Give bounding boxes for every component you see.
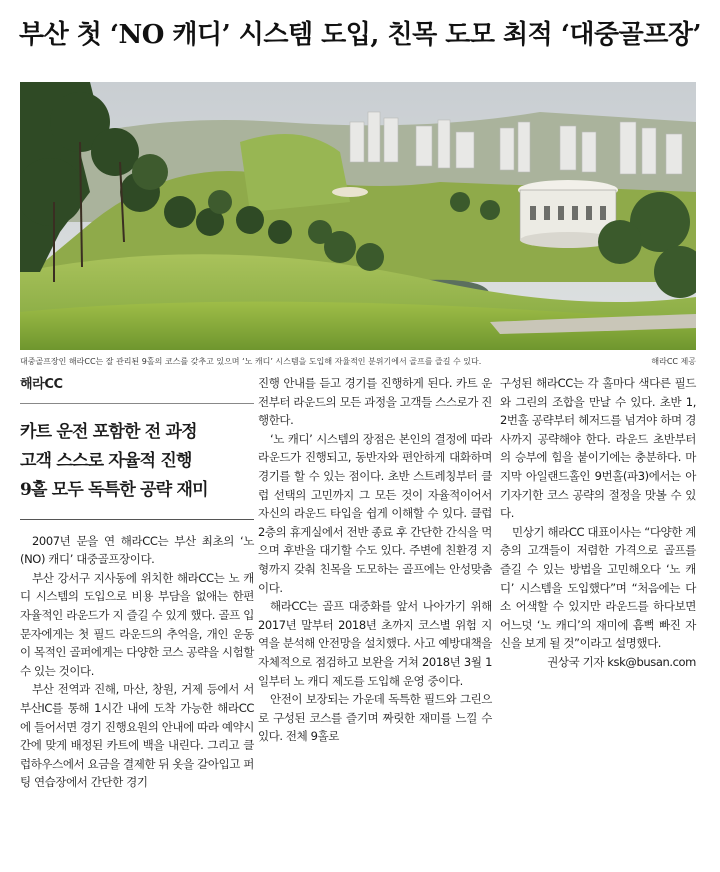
photo-caption-bar xyxy=(20,356,696,370)
byline: 권상국 기자 ksk@busan.com xyxy=(547,654,696,669)
paragraph: ‘노 캐디’ 시스템의 장점은 본인의 결정에 따라 라운드가 진행되고, 동반자와 편안하게 대화하며 경기를 할 수 있는 점이다. 초반 스트레칭부터 클럽 선택의 고민까지 그 모든 것이 자율적이어서 자신의 라운드 타입을 쉽게 이해할 수 있다. 클럽 2층의 휴게실에서 전반 종료 후 간단한 간식을 먹으며 후반을 대기할 수도 있다. 주변에 친환경 지형까지 갖춰 친목을 도모하는 골프에는 안성맞춤이다. xyxy=(258,431,492,595)
paragraph: 부산 전역과 진해, 마산, 창원, 거제 등에서 서부산IC를 통해 1시간 내에 도착 가능한 해라CC에 들어서면 경기 진행요원의 안내에 따라 예약시간에 맞게 배정된 카트에 백을 내린다. 그리고 클럽하우스에서 요금을 결제한 뒤 옷을 갈아입고 퍼팅 연습장에서 간단한 경기 xyxy=(20,682,254,790)
paragraph: 부산 강서구 지사동에 위치한 해라CC는 노 캐디 시스템의 도입으로 비용 부담을 없애는 한편 자율적인 라운드가 지 즐길 수 있게 했다. 골프 입문자에게는 첫 필드 라운드의 추억을, 개인 운동이 목적인 골퍼에게는 다양한 코스 공략을 시험할 수 있는 것이다. xyxy=(20,570,254,678)
paragraph: 해라CC는 골프 대중화를 앞서 나아가기 위해 2017년 말부터 2018년 초까지 코스별 위험 지역을 분석해 안전망을 설치했다. 사고 예방대책을 자체적으로 점검하고 보완을 거쳐 2018년 3월 1일부터 노 캐디 제도를 도입해 운영 중이다. xyxy=(258,599,492,688)
subheadline xyxy=(20,418,254,505)
paragraph: 2007년 문을 연 해라CC는 부산 최초의 ‘노(NO) 캐디’ 대중골프장이다. xyxy=(20,533,254,567)
photo-caption: 대중골프장인 해라CC는 잘 관리된 9홀의 코스를 갖추고 있으며 ‘노 캐디’ 시스템을 도입해 자율적인 분위기에서 골프를 즐길 수 있다. xyxy=(20,357,482,366)
photo-credit: 해라CC 제공 xyxy=(651,357,696,366)
golf-course-photo xyxy=(20,82,696,350)
subheadline-rule xyxy=(20,519,254,520)
article-column-1 xyxy=(20,374,254,792)
subheadline-line: 9홀 모두 독특한 공략 재미 xyxy=(20,479,208,500)
section-rule xyxy=(20,403,254,404)
article-column-2 xyxy=(258,374,492,746)
section-label: 해라CC xyxy=(20,377,63,392)
paragraph: 구성된 해라CC는 각 홀마다 색다른 필드와 그린의 조합을 만날 수 있다. 초반 1, 2번홀 공략부터 헤저드를 넘겨야 하며 경사까지 공략해야 한다. 라운드 초반부터의 승부에 힘을 붙이기에는 충분하다. 마지막 아일랜드홀인 9번홀(파3)에서는 아기자기한 코스 공략의 절정을 맛볼 수 있다. xyxy=(500,376,696,521)
subheadline-line: 고객 스스로 자율적 진행 xyxy=(20,450,192,471)
article-column-3 xyxy=(500,374,696,672)
paragraph: 안전이 보장되는 가운데 독특한 필드와 그린으로 구성된 코스를 즐기며 짜릿한 재미를 느낄 수 있다. 전체 9홀로 xyxy=(258,692,492,744)
subheadline-line: 카트 운전 포함한 전 과정 xyxy=(20,421,197,442)
paragraph: 민상기 해라CC 대표이사는 “다양한 계층의 고객들이 저렴한 가격으로 골프를 즐길 수 있는 방법을 고민해오다 ‘노 캐디’ 시스템을 도입했다”며 “처음에는 다소 어색할 수 있지만 라운드를 하다보면 어느덧 ‘노 캐디’의 재미에 흠뻑 빠진 자신을 보게 될 것”이라고 설명했다. xyxy=(500,524,696,651)
headline: 부산 첫 ‘NO 캐디’ 시스템 도입, 친목 도모 최적 ‘대중골프장’ xyxy=(18,20,702,50)
paragraph: 진행 안내를 듣고 경기를 진행하게 된다. 카트 운전부터 라운드의 모든 과정을 고객들 스스로가 진행한다. xyxy=(258,376,492,428)
